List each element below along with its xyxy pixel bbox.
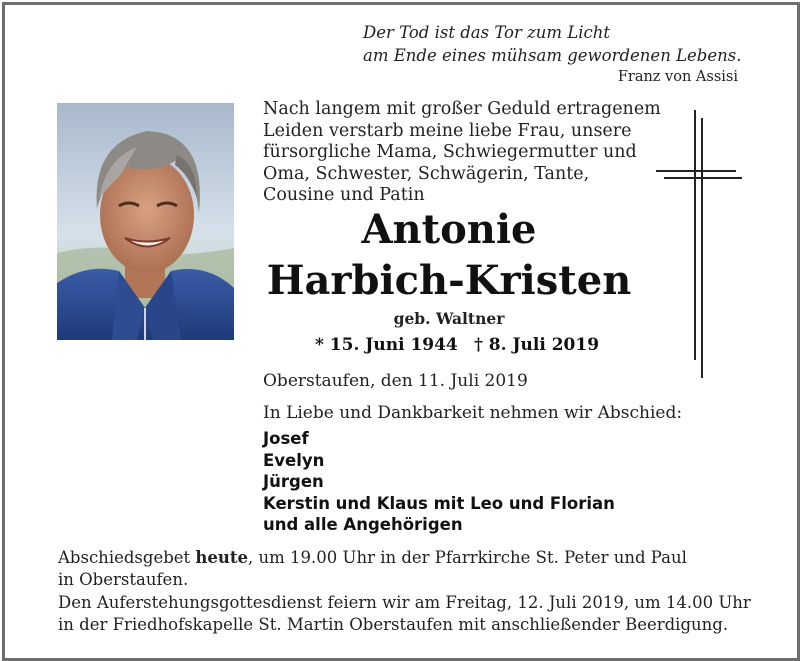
quote-author: Franz von Assisi [617,69,738,85]
place-date: Oberstaufen, den 11. Juli 2019 [263,371,528,391]
mourner-item: Kerstin und Klaus mit Leo und Florian [263,493,615,513]
intro-line-5: Cousine und Patin [263,185,425,206]
deceased-first-name: Antonie [361,206,537,253]
quote-line-1: Der Tod ist das Tor zum Licht [363,23,611,42]
deceased-last-name: Harbich-Kristen [266,257,632,304]
intro-text [263,99,661,207]
intro-line-1: Nach langem mit großer Geduld ertragenem [263,99,661,119]
farewell-line: In Liebe und Dankbarkeit nehmen wir Abschied: [263,403,683,423]
death-date: † 8. Juli 2019 [474,335,600,355]
quote-line-2: am Ende eines mühsam gewordenen Lebens. [363,46,742,65]
mourner-item: Jürgen [263,472,324,491]
prayer-pre: Abschiedsgebet [58,548,196,567]
service-notice-line-1: Den Auferstehungsgottesdienst feiern wir am Freitag, 12. Juli 2019, um 14.00 Uhr [58,593,751,612]
service-notice-line-2: in der Friedhofskapelle St. Martin Oberstaufen mit anschließender Beerdigung. [58,614,729,634]
portrait-photo [57,103,234,340]
prayer-post: , um 19.00 Uhr in der Pfarrkirche St. Peter und Paul [248,548,687,567]
mourner-item: Evelyn [263,450,325,470]
prayer-day: heute [195,548,249,567]
service-notice [58,592,751,635]
maiden-name: geb. Waltner [393,309,505,328]
mourner-item: und alle Angehörigen [263,515,463,534]
prayer-notice-line-2: in Oberstaufen. [58,569,189,589]
mourners-list [263,428,615,536]
intro-line-2: Leiden verstarb meine liebe Frau, unsere [263,120,632,141]
prayer-notice-line-1 [58,547,687,569]
mourner-item: Josef [263,429,309,448]
birth-date: * 15. Juni 1944 [315,335,458,355]
intro-line-3: fürsorgliche Mama, Schwiegermutter und [263,142,637,163]
quote [363,21,741,67]
cross-icon [650,108,750,383]
intro-line-4: Oma, Schwester, Schwägerin, Tante, [263,163,590,184]
prayer-notice [58,547,687,590]
